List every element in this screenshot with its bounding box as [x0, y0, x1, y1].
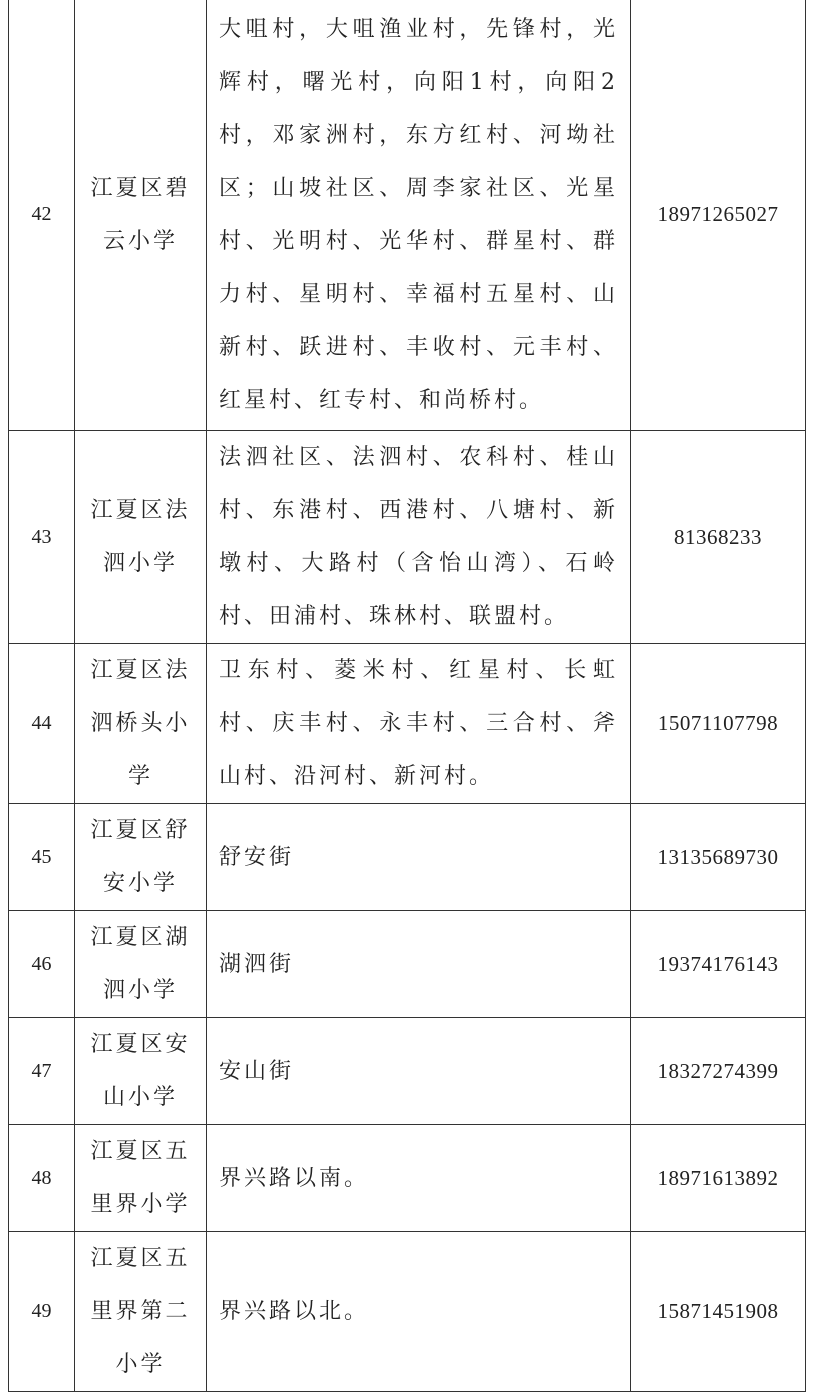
contact-phone: 19374176143 [631, 911, 806, 1018]
row-number: 43 [9, 431, 75, 644]
school-district-table [8, 0, 806, 1392]
contact-phone: 18971613892 [631, 1125, 806, 1232]
contact-phone: 18327274399 [631, 1018, 806, 1125]
contact-phone: 15871451908 [631, 1232, 806, 1392]
row-number: 42 [9, 0, 75, 431]
table-row [9, 1232, 806, 1392]
service-area: 安山街 [207, 1018, 631, 1125]
row-number: 48 [9, 1125, 75, 1232]
service-area: 法泗社区、法泗村、农科村、桂山村、东港村、西港村、八塘村、新墩村、大路村（含怡山湾）、石岭村、田浦村、珠林村、联盟村。 [207, 431, 631, 644]
row-number: 44 [9, 644, 75, 804]
row-number: 45 [9, 804, 75, 911]
table-row [9, 0, 806, 431]
row-number: 46 [9, 911, 75, 1018]
table-row [9, 431, 806, 644]
school-name: 江夏区法泗小学 [75, 431, 207, 644]
row-number: 49 [9, 1232, 75, 1392]
contact-phone: 81368233 [631, 431, 806, 644]
school-name: 江夏区安山小学 [75, 1018, 207, 1125]
school-name: 江夏区五里界第二小学 [75, 1232, 207, 1392]
service-area: 湖泗街 [207, 911, 631, 1018]
school-name: 江夏区五里界小学 [75, 1125, 207, 1232]
service-area: 界兴路以南。 [207, 1125, 631, 1232]
school-name: 江夏区碧云小学 [75, 0, 207, 431]
row-number: 47 [9, 1018, 75, 1125]
school-name: 江夏区舒安小学 [75, 804, 207, 911]
table-row [9, 911, 806, 1018]
service-area: 界兴路以北。 [207, 1232, 631, 1392]
contact-phone: 13135689730 [631, 804, 806, 911]
table-row [9, 644, 806, 804]
school-name: 江夏区湖泗小学 [75, 911, 207, 1018]
service-area: 大咀村，大咀渔业村，先锋村，光辉村，曙光村，向阳1村，向阳2村，邓家洲村，东方红村、河坳社区；山坡社区、周李家社区、光星村、光明村、光华村、群星村、群力村、星明村、幸福村五星村、山新村、跃进村、丰收村、元丰村、红星村、红专村、和尚桥村。 [207, 0, 631, 431]
service-area: 卫东村、菱米村、红星村、长虹村、庆丰村、永丰村、三合村、斧山村、沿河村、新河村。 [207, 644, 631, 804]
contact-phone: 18971265027 [631, 0, 806, 431]
school-name: 江夏区法泗桥头小学 [75, 644, 207, 804]
contact-phone: 15071107798 [631, 644, 806, 804]
table-row [9, 804, 806, 911]
table-row [9, 1018, 806, 1125]
table-row [9, 1125, 806, 1232]
service-area: 舒安街 [207, 804, 631, 911]
